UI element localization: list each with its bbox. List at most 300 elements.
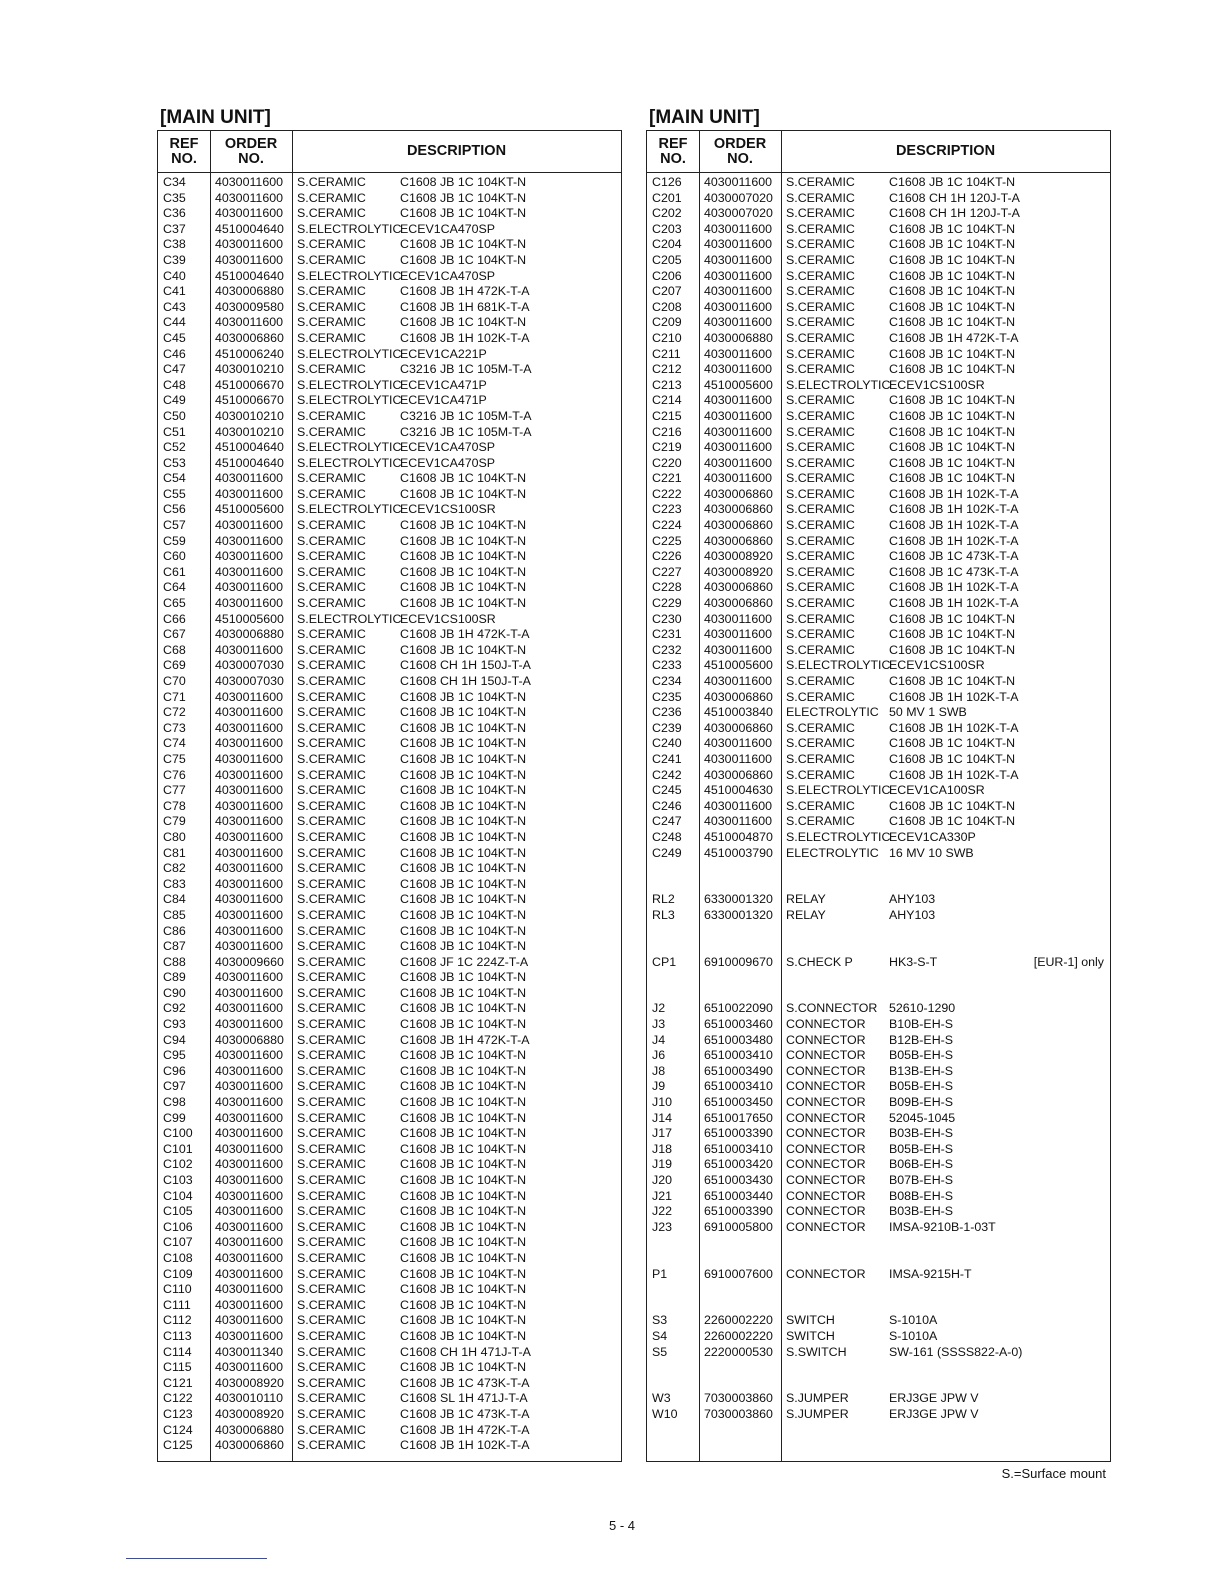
table-row <box>647 300 1110 316</box>
part-type-cell: S.CERAMIC <box>786 486 855 501</box>
order-no-cell: 4030011600 <box>215 1048 283 1063</box>
part-number-cell: ECEV1CS100SR <box>889 377 985 392</box>
ref-no-cell: J23 <box>652 1219 672 1234</box>
table-row <box>647 534 1110 550</box>
ref-no-cell: C64 <box>163 580 186 595</box>
order-no-cell: 4030011600 <box>215 518 283 533</box>
ref-no-cell: C47 <box>163 362 186 377</box>
part-number-cell: C1608 JB 1C 104KT-N <box>400 736 527 751</box>
ref-no-cell: C50 <box>163 408 186 423</box>
ref-no-cell: C88 <box>163 954 186 969</box>
part-number-cell: C1608 JB 1C 473K-T-A <box>889 564 1019 579</box>
ref-no-cell: C87 <box>163 939 186 954</box>
part-number-cell: C1608 JB 1C 104KT-N <box>400 175 527 189</box>
table-row <box>647 549 1110 565</box>
part-type-cell: RELAY <box>786 907 826 922</box>
part-type-cell: S.CERAMIC <box>786 393 855 408</box>
table-row <box>158 175 621 191</box>
part-number-cell: C1608 JB 1C 104KT-N <box>400 892 527 907</box>
part-number-cell: C1608 JB 1C 104KT-N <box>889 362 1016 377</box>
table-row <box>158 1126 621 1142</box>
ref-no-cell: C84 <box>163 892 186 907</box>
order-no-cell: 4510004640 <box>215 440 284 455</box>
part-type-cell: S.ELECTROLYTIC <box>786 658 891 673</box>
table-row <box>158 986 621 1002</box>
table-row <box>158 222 621 238</box>
part-type-cell: S.CERAMIC <box>786 642 855 657</box>
table-row <box>158 1142 621 1158</box>
ref-no-cell: C223 <box>652 502 682 517</box>
table-row <box>158 736 621 752</box>
right-table-title: [MAIN UNIT] <box>649 107 760 128</box>
order-no-cell: 4030011600 <box>704 408 772 423</box>
table-row <box>158 861 621 877</box>
table-row <box>158 1423 621 1439</box>
order-no-cell: 4030011600 <box>215 1063 283 1078</box>
order-no-cell: 4510006240 <box>215 346 284 361</box>
order-no-cell: 4030011600 <box>215 175 283 189</box>
part-number-cell: C1608 JB 1C 104KT-N <box>400 564 527 579</box>
ref-no-cell: C245 <box>652 783 682 798</box>
order-no-cell: 4030011600 <box>215 1110 283 1125</box>
table-row <box>647 1204 1110 1220</box>
table-row <box>158 690 621 706</box>
table-row <box>647 846 1110 862</box>
order-no-cell: 4510005600 <box>704 377 773 392</box>
table-row <box>158 1345 621 1361</box>
part-type-cell: S.CERAMIC <box>786 175 855 189</box>
ref-no-cell: J22 <box>652 1204 672 1219</box>
order-no-cell: 4030011600 <box>704 798 772 813</box>
ref-no-cell: C224 <box>652 518 682 533</box>
order-no-cell: 4030011600 <box>215 1157 283 1172</box>
table-row <box>158 596 621 612</box>
part-type-cell: S.CERAMIC <box>297 471 366 486</box>
part-type-cell: S.CERAMIC <box>297 1297 366 1312</box>
part-number-cell: C1608 JB 1C 104KT-N <box>400 1297 527 1312</box>
part-type-cell: CONNECTOR <box>786 1063 866 1078</box>
order-no-cell: 4030011600 <box>704 237 772 252</box>
part-type-cell: S.SWITCH <box>786 1344 847 1359</box>
order-no-cell: 4030011600 <box>704 393 772 408</box>
part-type-cell: S.CERAMIC <box>786 346 855 361</box>
part-number-cell: C1608 JB 1C 104KT-N <box>889 627 1016 642</box>
order-no-cell: 6510003460 <box>704 1017 773 1032</box>
table-row <box>647 908 1110 924</box>
ref-no-cell: C235 <box>652 689 682 704</box>
part-number-cell: C1608 JB 1C 104KT-N <box>400 1110 527 1125</box>
part-number-cell: C1608 JB 1C 104KT-N <box>400 1250 527 1265</box>
order-no-cell: 4030011600 <box>704 627 772 642</box>
ref-no-cell: C247 <box>652 814 682 829</box>
order-no-cell: 4030006880 <box>215 627 284 642</box>
ref-no-cell: C38 <box>163 237 186 252</box>
part-number-cell: S-1010A <box>889 1328 938 1343</box>
table-row <box>647 1017 1110 1033</box>
table-row <box>158 1298 621 1314</box>
order-no-cell: 6910009670 <box>704 954 773 969</box>
order-no-cell: 4030011600 <box>215 1328 283 1343</box>
part-type-cell: CONNECTOR <box>786 1141 866 1156</box>
part-type-cell: S.CERAMIC <box>297 642 366 657</box>
ref-no-cell: C100 <box>163 1126 193 1141</box>
part-type-cell: CONNECTOR <box>786 1079 866 1094</box>
ref-no-cell: C53 <box>163 455 186 470</box>
ref-no-cell: J17 <box>652 1126 672 1141</box>
part-type-cell: S.CERAMIC <box>297 798 366 813</box>
part-number-cell: ECEV1CS100SR <box>889 658 985 673</box>
order-no-cell: 4030011600 <box>704 455 772 470</box>
part-number-cell: C1608 JB 1C 104KT-N <box>400 1204 527 1219</box>
part-number-cell: C1608 JB 1C 104KT-N <box>400 876 527 891</box>
table-row <box>158 1438 621 1454</box>
part-type-cell: S.CERAMIC <box>297 689 366 704</box>
part-number-cell: ECEV1CA100SR <box>889 783 985 798</box>
ref-no-cell: C209 <box>652 315 682 330</box>
part-number-cell: C1608 JB 1H 102K-T-A <box>889 720 1019 735</box>
ref-no-cell: C79 <box>163 814 186 829</box>
ref-no-cell: C94 <box>163 1032 186 1047</box>
order-no-cell: 4030011600 <box>215 751 283 766</box>
ref-no-cell: C206 <box>652 268 682 283</box>
part-type-cell: S.CERAMIC <box>297 362 366 377</box>
order-no-cell: 4030011600 <box>215 580 283 595</box>
part-number-cell: C1608 JB 1C 104KT-N <box>400 642 527 657</box>
ref-no-cell: RL3 <box>652 907 675 922</box>
part-number-cell: C1608 CH 1H 471J-T-A <box>400 1344 531 1359</box>
part-type-cell: S.CERAMIC <box>297 814 366 829</box>
table-row <box>647 518 1110 534</box>
part-number-cell: 52610-1290 <box>889 1001 956 1016</box>
table-row <box>158 518 621 534</box>
part-number-cell: C1608 CH 1H 120J-T-A <box>889 206 1020 221</box>
part-number-cell: C1608 JB 1C 104KT-N <box>400 767 527 782</box>
ref-no-cell: C233 <box>652 658 682 673</box>
table-row <box>647 783 1110 799</box>
order-no-cell: 4030011600 <box>215 876 283 891</box>
order-no-cell: 6910005800 <box>704 1219 773 1234</box>
table-row <box>158 814 621 830</box>
table-row <box>647 1376 1110 1392</box>
part-type-cell: S.CERAMIC <box>786 237 855 252</box>
ref-no-cell: C67 <box>163 627 186 642</box>
table-row <box>158 612 621 628</box>
part-type-cell: SWITCH <box>786 1328 835 1343</box>
table-row <box>647 799 1110 815</box>
ref-no-cell: C57 <box>163 518 186 533</box>
table-row <box>158 471 621 487</box>
table-row <box>158 643 621 659</box>
part-number-cell: C1608 JB 1C 473K-T-A <box>400 1375 530 1390</box>
order-no-cell: 4510006670 <box>215 393 284 408</box>
part-type-cell: S.CERAMIC <box>297 1126 366 1141</box>
order-no-cell: 4030011600 <box>215 596 283 611</box>
order-no-cell: 4030011600 <box>704 611 772 626</box>
ref-no-cell: C219 <box>652 440 682 455</box>
part-number-cell: C1608 JB 1H 472K-T-A <box>400 1032 530 1047</box>
part-number-cell: C1608 JB 1C 104KT-N <box>889 393 1016 408</box>
order-no-cell: 4030011600 <box>215 1219 283 1234</box>
footer-rule <box>126 1558 267 1559</box>
part-number-cell: C1608 JB 1C 473K-T-A <box>400 1406 530 1421</box>
order-no-cell: 4030007030 <box>215 658 284 673</box>
order-no-cell: 4030006880 <box>704 330 773 345</box>
table-row <box>647 347 1110 363</box>
table-row <box>158 534 621 550</box>
ref-no-cell: C232 <box>652 642 682 657</box>
part-type-cell: S.CERAMIC <box>297 175 366 189</box>
part-number-cell: C1608 JB 1H 472K-T-A <box>400 1422 530 1437</box>
ref-no-cell: C221 <box>652 471 682 486</box>
order-no-cell: 4030011600 <box>215 829 283 844</box>
order-no-cell: 4030011600 <box>215 206 283 221</box>
part-type-cell: S.CERAMIC <box>786 252 855 267</box>
part-number-cell: AHY103 <box>889 907 936 922</box>
part-number-cell: B06B-EH-S <box>889 1157 954 1172</box>
part-type-cell: S.CERAMIC <box>786 284 855 299</box>
ref-no-cell: J4 <box>652 1032 666 1047</box>
table-row <box>158 440 621 456</box>
part-number-cell: C1608 JB 1C 104KT-N <box>400 923 527 938</box>
part-type-cell: S.CERAMIC <box>786 767 855 782</box>
ref-no-cell: C52 <box>163 440 186 455</box>
part-type-cell: S.CERAMIC <box>786 518 855 533</box>
ref-no-cell: C229 <box>652 596 682 611</box>
ref-no-header: REF NO. <box>658 135 688 167</box>
part-type-cell: S.CERAMIC <box>297 1375 366 1390</box>
ref-no-cell: C54 <box>163 471 186 486</box>
part-number-cell: C1608 JB 1C 104KT-N <box>400 705 527 720</box>
part-type-cell: S.CERAMIC <box>297 1235 366 1250</box>
table-row <box>158 1111 621 1127</box>
ref-no-cell: C220 <box>652 455 682 470</box>
order-no-cell: 2220000530 <box>704 1344 773 1359</box>
table-row <box>647 565 1110 581</box>
part-number-cell: C1608 JB 1C 104KT-N <box>400 814 527 829</box>
part-type-cell: S.CERAMIC <box>297 1048 366 1063</box>
table-row <box>158 1251 621 1267</box>
part-type-cell: S.CERAMIC <box>297 1001 366 1016</box>
order-no-cell: 4030011600 <box>215 486 283 501</box>
part-number-cell: C1608 JB 1C 104KT-N <box>889 471 1016 486</box>
table-row <box>158 549 621 565</box>
ref-no-cell: J21 <box>652 1188 672 1203</box>
part-number-cell: B09B-EH-S <box>889 1095 954 1110</box>
part-number-cell: C1608 JB 1C 104KT-N <box>889 237 1016 252</box>
table-row <box>647 1251 1110 1267</box>
table-row <box>158 269 621 285</box>
part-type-cell: S.CERAMIC <box>297 1360 366 1375</box>
order-no-cell: 4030011600 <box>704 424 772 439</box>
part-number-cell: C1608 JB 1C 104KT-N <box>400 206 527 221</box>
part-number-cell: AHY103 <box>889 892 936 907</box>
ref-no-cell: C111 <box>163 1297 191 1312</box>
ref-no-cell: J9 <box>652 1079 666 1094</box>
table-row <box>158 580 621 596</box>
part-number-cell: C1608 JB 1C 473K-T-A <box>889 549 1019 564</box>
order-no-cell: 4030011600 <box>215 923 283 938</box>
order-no-cell: 4030011600 <box>215 985 283 1000</box>
part-type-cell: S.CONNECTOR <box>786 1001 878 1016</box>
ref-no-cell: C214 <box>652 393 682 408</box>
ref-no-cell: C70 <box>163 674 186 688</box>
order-no-cell: 4030007020 <box>704 190 773 205</box>
part-type-cell: S.CERAMIC <box>297 767 366 782</box>
part-number-cell: ECEV1CS100SR <box>400 611 496 626</box>
table-row <box>158 1391 621 1407</box>
part-type-cell: S.CERAMIC <box>786 268 855 283</box>
table-row <box>647 1345 1110 1361</box>
ref-no-cell: C126 <box>652 175 682 189</box>
ref-no-cell: C99 <box>163 1110 186 1125</box>
part-type-cell: S.ELECTROLYTIC <box>297 377 402 392</box>
part-number-cell: C1608 JB 1C 104KT-N <box>889 268 1016 283</box>
order-no-cell: 6510003390 <box>704 1126 773 1141</box>
part-type-cell: CONNECTOR <box>786 1110 866 1125</box>
order-no-cell: 6510003480 <box>704 1032 773 1047</box>
order-no-cell: 4510004640 <box>215 268 284 283</box>
order-no-cell: 4030006860 <box>215 330 284 345</box>
ref-no-cell: J14 <box>652 1110 672 1125</box>
part-type-cell: S.CERAMIC <box>297 1188 366 1203</box>
part-number-cell: C1608 JB 1C 104KT-N <box>889 299 1016 314</box>
order-no-cell: 6510003410 <box>704 1079 773 1094</box>
ref-no-cell: C75 <box>163 751 186 766</box>
table-row <box>158 783 621 799</box>
table-row <box>158 1360 621 1376</box>
table-row <box>158 1204 621 1220</box>
ref-no-cell: C45 <box>163 330 186 345</box>
part-number-cell: 16 MV 10 SWB <box>889 845 974 860</box>
part-number-cell: C1608 JB 1C 104KT-N <box>889 424 1016 439</box>
ref-no-cell: C83 <box>163 876 186 891</box>
part-number-cell: C1608 JB 1C 104KT-N <box>400 845 527 860</box>
part-number-cell: C1608 JB 1C 104KT-N <box>889 252 1016 267</box>
table-row <box>158 1048 621 1064</box>
order-no-cell: 4030010210 <box>215 408 284 423</box>
ref-no-cell: C124 <box>163 1422 193 1437</box>
order-no-cell: 6510003390 <box>704 1204 773 1219</box>
order-no-cell: 4510004640 <box>215 455 284 470</box>
order-no-cell: 4030011600 <box>704 175 772 189</box>
part-number-cell: B05B-EH-S <box>889 1079 954 1094</box>
table-row <box>158 1267 621 1283</box>
ref-no-cell: C82 <box>163 861 186 876</box>
table-row <box>158 1407 621 1423</box>
ref-no-cell: C92 <box>163 1001 186 1016</box>
table-row <box>647 425 1110 441</box>
order-no-cell: 4030011600 <box>215 970 283 985</box>
part-type-cell: S.CERAMIC <box>297 549 366 564</box>
table-row <box>647 1298 1110 1314</box>
order-no-cell: 4030011600 <box>704 471 772 486</box>
ref-no-cell: C241 <box>652 751 682 766</box>
table-row <box>158 284 621 300</box>
table-row <box>647 736 1110 752</box>
table-row <box>158 721 621 737</box>
table-row <box>647 1282 1110 1298</box>
ref-no-cell: J20 <box>652 1173 672 1187</box>
ref-no-cell: C121 <box>163 1375 193 1390</box>
ref-no-cell: C39 <box>163 252 186 267</box>
table-row <box>647 1235 1110 1251</box>
ref-no-cell: C35 <box>163 190 186 205</box>
order-no-cell: 4030011600 <box>215 705 283 720</box>
part-type-cell: S.CERAMIC <box>297 486 366 501</box>
part-number-cell: C1608 JB 1C 104KT-N <box>400 1235 527 1250</box>
ref-no-cell: C74 <box>163 736 186 751</box>
ref-no-cell: C226 <box>652 549 682 564</box>
part-number-cell: C1608 JB 1C 104KT-N <box>889 346 1016 361</box>
part-type-cell: S.CERAMIC <box>297 829 366 844</box>
order-no-cell: 4030011600 <box>215 1017 283 1032</box>
table-row <box>647 924 1110 940</box>
order-no-cell: 4030011600 <box>704 284 772 299</box>
part-number-cell: C1608 JB 1C 104KT-N <box>889 315 1016 330</box>
order-no-cell: 6510003410 <box>704 1141 773 1156</box>
order-no-cell: 4030006860 <box>704 596 773 611</box>
part-type-cell: S.CERAMIC <box>297 783 366 798</box>
part-number-cell: C1608 JB 1C 104KT-N <box>400 315 527 330</box>
order-no-cell: 4030011600 <box>215 1079 283 1094</box>
order-no-cell: 4030011600 <box>215 1204 283 1219</box>
part-number-cell: B10B-EH-S <box>889 1017 954 1032</box>
part-number-cell: C1608 JB 1C 104KT-N <box>400 751 527 766</box>
part-type-cell: S.CERAMIC <box>297 954 366 969</box>
ref-no-cell: J10 <box>652 1095 672 1110</box>
part-type-cell: S.CERAMIC <box>786 440 855 455</box>
part-type-cell: S.CERAMIC <box>786 736 855 751</box>
order-no-cell: 4030011600 <box>704 268 772 283</box>
order-no-cell: 6330001320 <box>704 892 773 907</box>
part-number-cell: C1608 JB 1C 104KT-N <box>400 1063 527 1078</box>
part-type-cell: S.ELECTROLYTIC <box>297 221 402 236</box>
order-no-cell: 2260002220 <box>704 1328 773 1343</box>
part-type-cell: S.CERAMIC <box>297 876 366 891</box>
table-row <box>647 269 1110 285</box>
table-row <box>158 1173 621 1189</box>
ref-no-cell: C60 <box>163 549 186 564</box>
ref-no-cell: C61 <box>163 564 186 579</box>
table-row <box>647 674 1110 690</box>
part-type-cell: S.CERAMIC <box>786 330 855 345</box>
part-number-cell: C1608 CH 1H 120J-T-A <box>889 190 1020 205</box>
table-row <box>647 1142 1110 1158</box>
part-type-cell: S.CERAMIC <box>786 549 855 564</box>
part-number-cell: C1608 JF 1C 224Z-T-A <box>400 954 529 969</box>
table-row <box>647 284 1110 300</box>
order-no-cell: 4030011600 <box>215 861 283 876</box>
part-number-cell: C1608 JB 1H 102K-T-A <box>889 533 1019 548</box>
part-number-cell: C1608 JB 1H 102K-T-A <box>889 502 1019 517</box>
part-type-cell: CONNECTOR <box>786 1219 866 1234</box>
part-type-cell: S.CERAMIC <box>297 705 366 720</box>
table-row <box>158 565 621 581</box>
ref-no-cell: J3 <box>652 1017 666 1032</box>
part-type-cell: CONNECTOR <box>786 1048 866 1063</box>
order-no-cell: 4030006860 <box>704 720 773 735</box>
part-type-cell: CONNECTOR <box>786 1032 866 1047</box>
table-header <box>158 131 621 173</box>
order-no-cell: 4030011600 <box>704 362 772 377</box>
table-row <box>158 1064 621 1080</box>
part-type-cell: CONNECTOR <box>786 1266 866 1281</box>
part-type-cell: S.JUMPER <box>786 1391 849 1406</box>
table-row <box>158 300 621 316</box>
ref-no-cell: C203 <box>652 221 682 236</box>
part-number-cell: B08B-EH-S <box>889 1188 954 1203</box>
table-row <box>647 861 1110 877</box>
